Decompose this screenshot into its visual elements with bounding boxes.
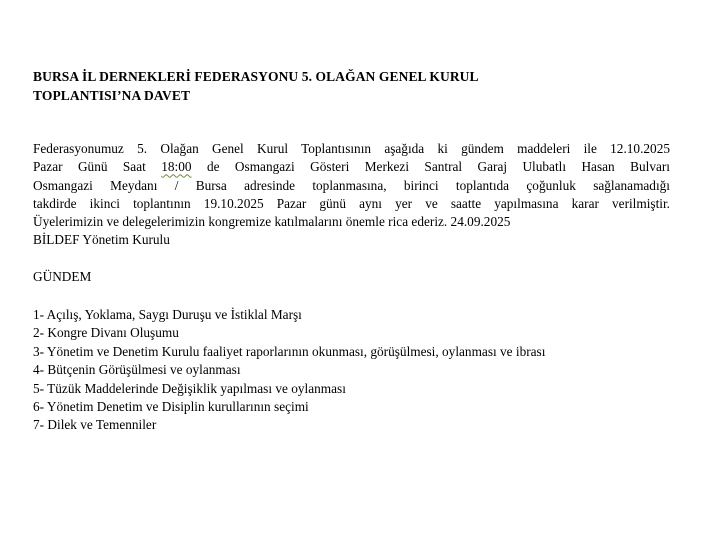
- body-line-2-end: de Osmangazi Gösteri Merkezi Santral Garaj Ulubatlı Hasan Bulvarı: [191, 159, 670, 175]
- document-title: [33, 67, 633, 105]
- body-line-2-start: Pazar Günü Saat: [33, 159, 162, 175]
- agenda-item: 5- Tüzük Maddelerinde Değişiklik yapılması ve oylanması: [33, 380, 346, 396]
- agenda-item: 6- Yönetim Denetim ve Disiplin kurullarının seçimi: [33, 399, 309, 415]
- agenda-item: 4- Bütçenin Görüşülmesi ve oylanması: [33, 362, 241, 378]
- invitation-body: [33, 140, 693, 250]
- body-line-1: Federasyonumuz 5. Olağan Genel Kurul Toplantısının aşağıda ki gündem maddeleri ile 12.10.2025: [33, 141, 670, 156]
- agenda-item: 1- Açılış, Yoklama, Saygı Duruşu ve İstiklal Marşı: [33, 307, 302, 322]
- body-line-5: Üyelerimizin ve delegelerimizin kongremize katılmalarını önemle rica ederiz. 24.09.2025: [33, 214, 511, 230]
- body-line-6: BİLDEF Yönetim Kurulu: [33, 232, 170, 248]
- meeting-time: 18:00: [161, 159, 192, 175]
- agenda-item: 2- Kongre Divanı Oluşumu: [33, 325, 179, 341]
- agenda-list: [33, 306, 545, 435]
- body-line-4: takdirde ikinci toplantının 19.10.2025 Pazar günü aynı yer ve saatte yapılmasına karar verilmiştir.: [33, 195, 670, 211]
- title-line-1: BURSA İL DERNEKLERİ FEDERASYONU 5. OLAĞAN GENEL KURUL: [33, 69, 479, 84]
- body-line-2: [33, 158, 670, 176]
- agenda-item: 7- Dilek ve Temenniler: [33, 417, 157, 433]
- agenda-item: 3- Yönetim ve Denetim Kurulu faaliyet raporlarının okunması, görüşülmesi, oylanması ve ibrası: [33, 343, 546, 359]
- body-line-3: Osmangazi Meydanı / Bursa adresinde toplanmasına, birinci toplantıda çoğunluk sağlanamadığı: [33, 177, 670, 193]
- title-line-2: TOPLANTISI’NA DAVET: [33, 88, 191, 103]
- agenda-heading: GÜNDEM: [33, 269, 92, 284]
